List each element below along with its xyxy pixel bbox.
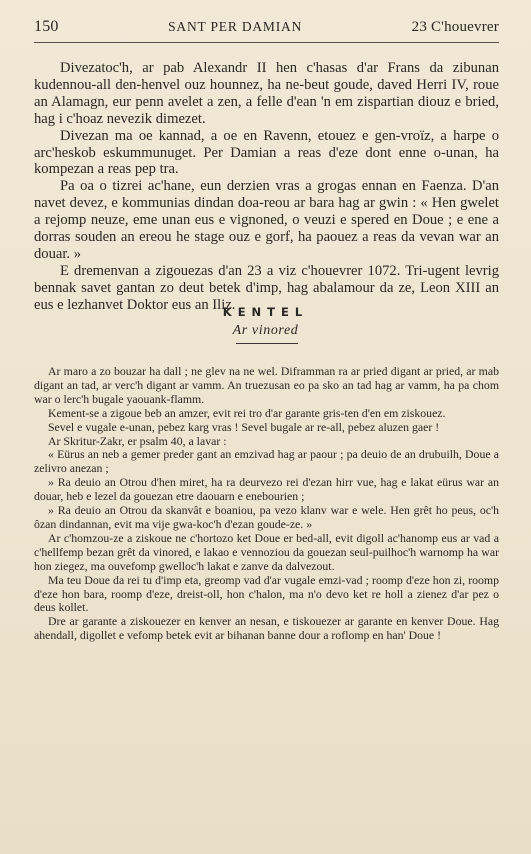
- page-number: 150: [34, 18, 59, 35]
- section-heading: KENTEL: [222, 305, 309, 319]
- lesson-paragraph: Sevel e vugale e-unan, pebez karg vras ! Sevel bugale ar re-all, pebez aluzen gaer !: [48, 419, 440, 434]
- lesson-paragraph: Ar maro a zo bouzar ha dall ; ne glev na ne wel. Diframman ra ar pried digant ar pried, ar mab digant an tad, ar verc'h digant ar vamm. An truezusan eo pa sko an tad hag ar vamm, ha pa chom war o lerc'h bugale yaouank-flamm.: [34, 364, 499, 406]
- main-paragraph: Divezatoc'h, ar pab Alexandr II hen c'hasas d'ar Frans da zibunan kudennou-all den-henvel ouz hounnez, ha ne-beut goude, daved Herri IV, roue an Alamagn, eur penn avelet a zen, a felle d'ean 'n em zispartian diouz e bried, hag i c'hoaz nevezik dimezet.: [34, 60, 499, 127]
- main-paragraph: E dremenvan a zigouezas d'an 23 a viz c'houevrer 1072. Tri-ugent levrig bennak savet gantan zo deut betek d'imp, hag abalamour da ze, Leon XIII an eus e lezhanvet Doktor eus an Iliz.: [34, 262, 499, 313]
- main-paragraph: Pa oa o tizrei ac'hane, eun derzien vras a grogas ennan en Faenza. D'an navet devez, e kommunias dindan doa-reou ar bara hag ar gwin : « Hen gwelet a rejomp neuze, eme unan eus e vignoned, o veuzi e spered en Doue ; e ene a dorras souden an ereou he stage ouz e gorf, ha paouez a reas da vevan war an douar. »: [34, 178, 499, 262]
- main-paragraph: Divezan ma oe kannad, a oe en Ravenn, etouez e gen-vroïz, a harpe o arc'heskob eskummunuget. Per Damian a reas d'eze dont enne o-unan, ha kompezan a reas pep tra.: [34, 127, 499, 178]
- main-text: [34, 60, 499, 314]
- page-header: [34, 18, 499, 40]
- header-date: 23 C'houevrer: [411, 19, 499, 35]
- lesson-paragraph: Dre ar garante a ziskouezer en kenver an nesan, e tiskouezer ar garante en kenver Doue. Hag ahendall, digollet e vefomp betek evit ar bihanan banne dour a roflomp en han' Doue !: [34, 614, 499, 643]
- lesson-paragraph: Ar c'homzou-ze a ziskoue ne c'hortozo ket Doue er bed-all, evit digoll ac'hanomp eus ar vad a c'hellfemp bezan grêt da vinored, e lakao e vennoziou da gouezan seul-puilhoc'h warnomp ha war hon ziegez, ma ouvefomp gwelloc'h lakat e zanve da dalvezout.: [34, 530, 499, 573]
- header-rule: [34, 42, 499, 43]
- running-title: SANT PER DAMIAN: [168, 19, 303, 34]
- lesson-paragraph: Ar Skritur-Zakr, er psalm 40, a lavar :: [48, 433, 227, 448]
- lesson-paragraph: » Ra deuio an Otrou d'hen miret, ha ra deurvezo rei d'ezan hirr vue, hag e lakat eürus war an douar, heb e lezel da gouezan etre daouarn e enebourien ;: [34, 475, 499, 504]
- lesson-paragraph: « Eürus an neb a gemer preder gant an emzivad hag ar paour ; pa deuio de an drubuilh, Doue a zelivro anezan ;: [34, 447, 499, 476]
- lesson-paragraph: Kement-se a zigoue beb an amzer, evit rei tro d'ar garante gris-ten d'en em ziskouez.: [48, 405, 446, 420]
- section-subtitle: Ar vinored: [232, 323, 299, 338]
- subtitle-rule: [236, 343, 298, 344]
- lesson-paragraph: » Ra deuio an Otrou da skanvât e boaniou, pa vezo klanv war e wele. Hen grêt ho peus, oc'h ôzan dindannan, evit ma vije gwa-koc'h d'ezan goude-ze. »: [34, 503, 499, 531]
- lesson-paragraph: Ma teu Doue da rei tu d'imp eta, greomp vad d'ar vugale emzi-vad ; roomp d'eze hon zi, roomp d'eze hon bara, roomp d'eze, dreist-oll, hon c'halon, ma n'o devo ket re holl a zienez d'ar pez o deus kollet.: [34, 572, 499, 615]
- lesson-text: [34, 365, 499, 643]
